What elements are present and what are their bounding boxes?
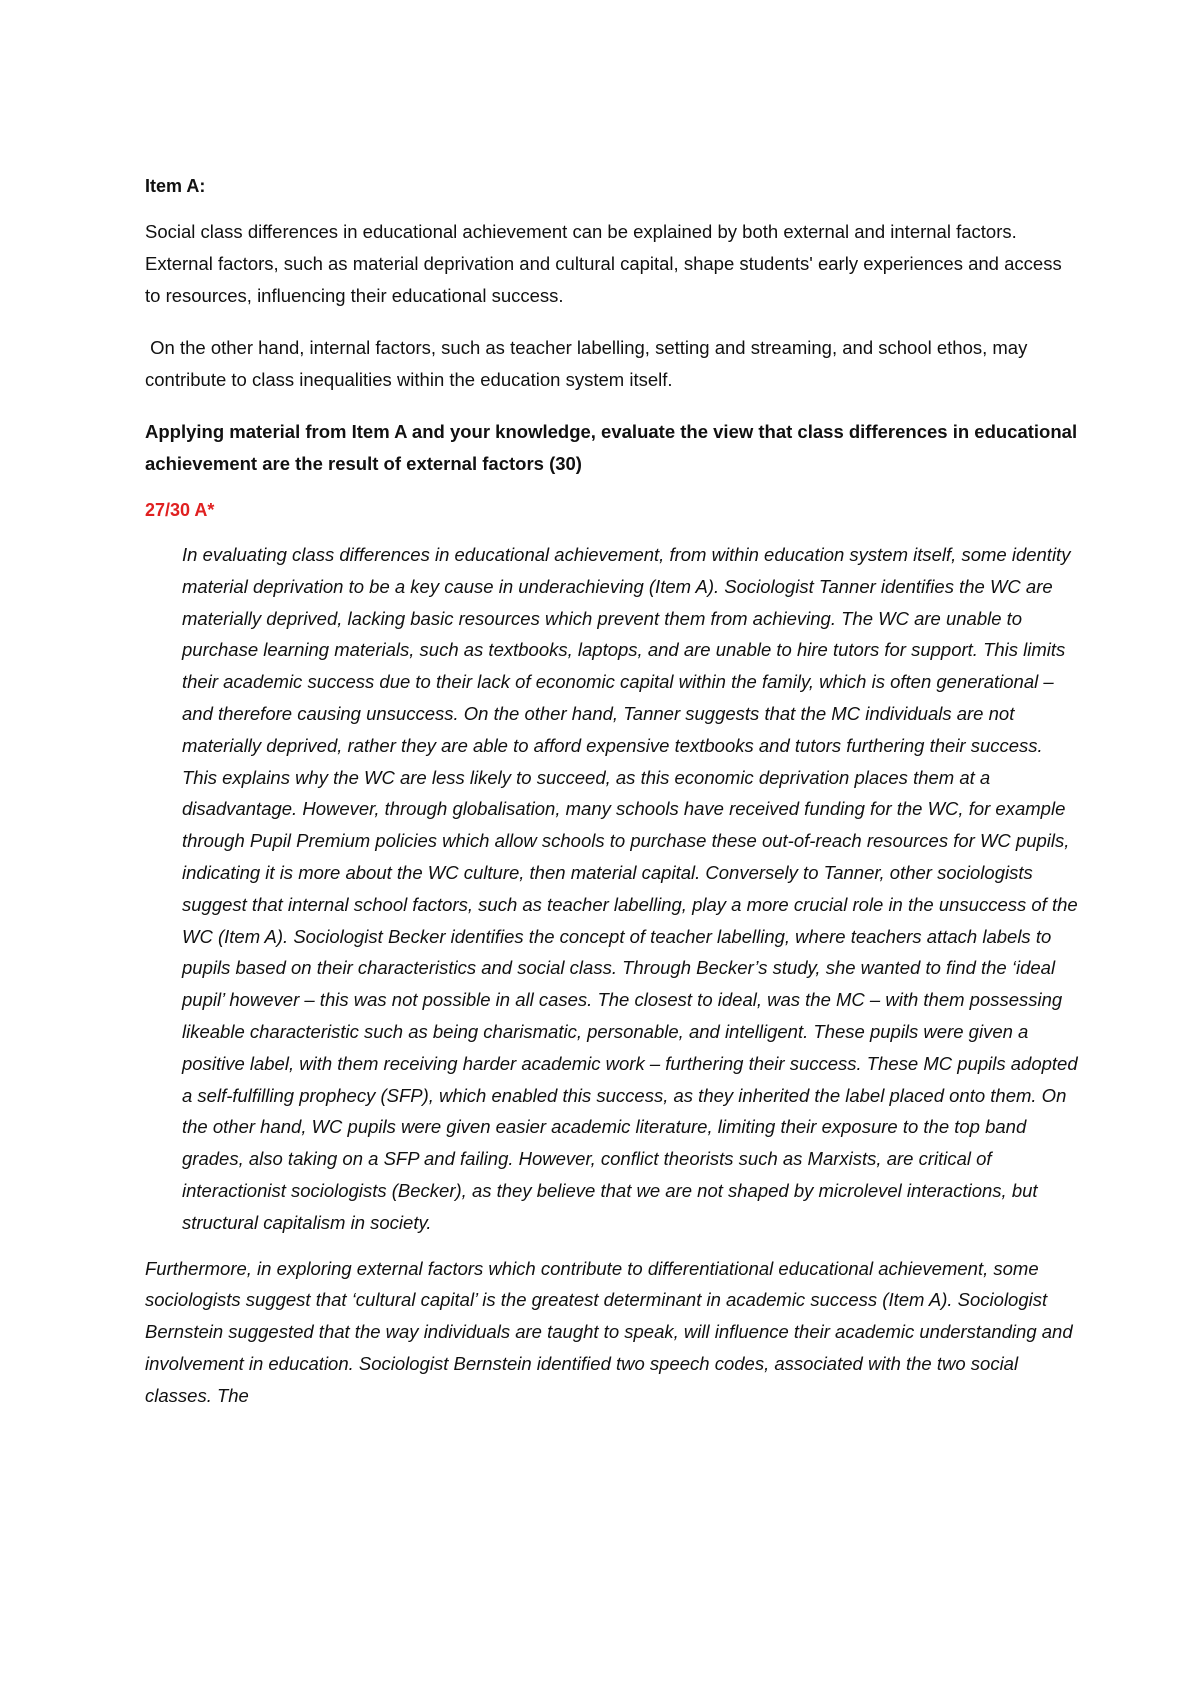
essay-question: Applying material from Item A and your knowledge, evaluate the view that class differences in educational achievement are the result of external factors (30) xyxy=(145,421,1078,474)
item-paragraph: On the other hand, internal factors, such as teacher labelling, setting and streaming, and school ethos, may contribute to class inequalities within the education system itself. xyxy=(145,337,1033,390)
grade-label: 27/30 A* xyxy=(145,500,215,520)
answer-paragraph: Furthermore, in exploring external factors which contribute to differentiational educational achievement, some sociologists suggest that ‘cultural capital’ is the greatest determinant in academic success (Item A). Sociologist Bernstein suggested that the way individuals are taught to speak, will influence their academic understanding and involvement in education. Sociologist Bernstein identified two speech codes, associated with the two social classes. The xyxy=(145,1257,1073,1406)
item-paragraph: Social class differences in educational achievement can be explained by both external and internal factors. External factors, such as material deprivation and cultural capital, shape students' early experiences and access to resources, influencing their educational success. xyxy=(145,221,1062,306)
answer-paragraph: In evaluating class differences in educational achievement, from within education system itself, some identity material deprivation to be a key cause in underachieving (Item A). Sociologist Tanner identifies the WC are materially deprived, lacking basic resources which prevent them from achieving. The WC are unable to purchase learning materials, such as textbooks, laptops, and are unable to hire tutors for support. This limits their academic success due to their lack of economic capital within the family, which is often generational – and therefore causing unsuccess. On the other hand, Tanner suggests that the MC individuals are not materially deprived, rather they are able to afford expensive textbooks and tutors furthering their success. This explains why the WC are less likely to succeed, as this economic deprivation places them at a disadvantage. However, through globalisation, many schools have received funding for the WC, for example through Pupil Premium policies which allow schools to purchase these out-of-reach resources for WC pupils, indicating it is more about the WC culture, then material capital. Conversely to Tanner, other sociologists suggest that internal school factors, such as teacher labelling, play a more crucial role in the unsuccess of the WC (Item A). Sociologist Becker identifies the concept of teacher labelling, where teachers attach labels to pupils based on their characteristics and social class. Through Becker’s study, she wanted to find the ‘ideal pupil’ however – this was not possible in all cases. The closest to ideal, was the MC – with them possessing likeable characteristic such as being charismatic, personable, and intelligent. These pupils were given a positive label, with them receiving harder academic work – furthering their success. These MC pupils adopted a self-fulfilling prophecy (SFP), which enabled this success, as they inherited the label placed onto them. On the other hand, WC pupils were given easier academic literature, limiting their exposure to the top band grades, also taking on a SFP and failing. However, conflict theorists such as Marxists, are critical of interactionist sociologists (Becker), as they believe that we are not shaped by microlevel interactions, but structural capitalism in society. xyxy=(182,544,1078,1233)
item-title: Item A: xyxy=(145,176,206,196)
